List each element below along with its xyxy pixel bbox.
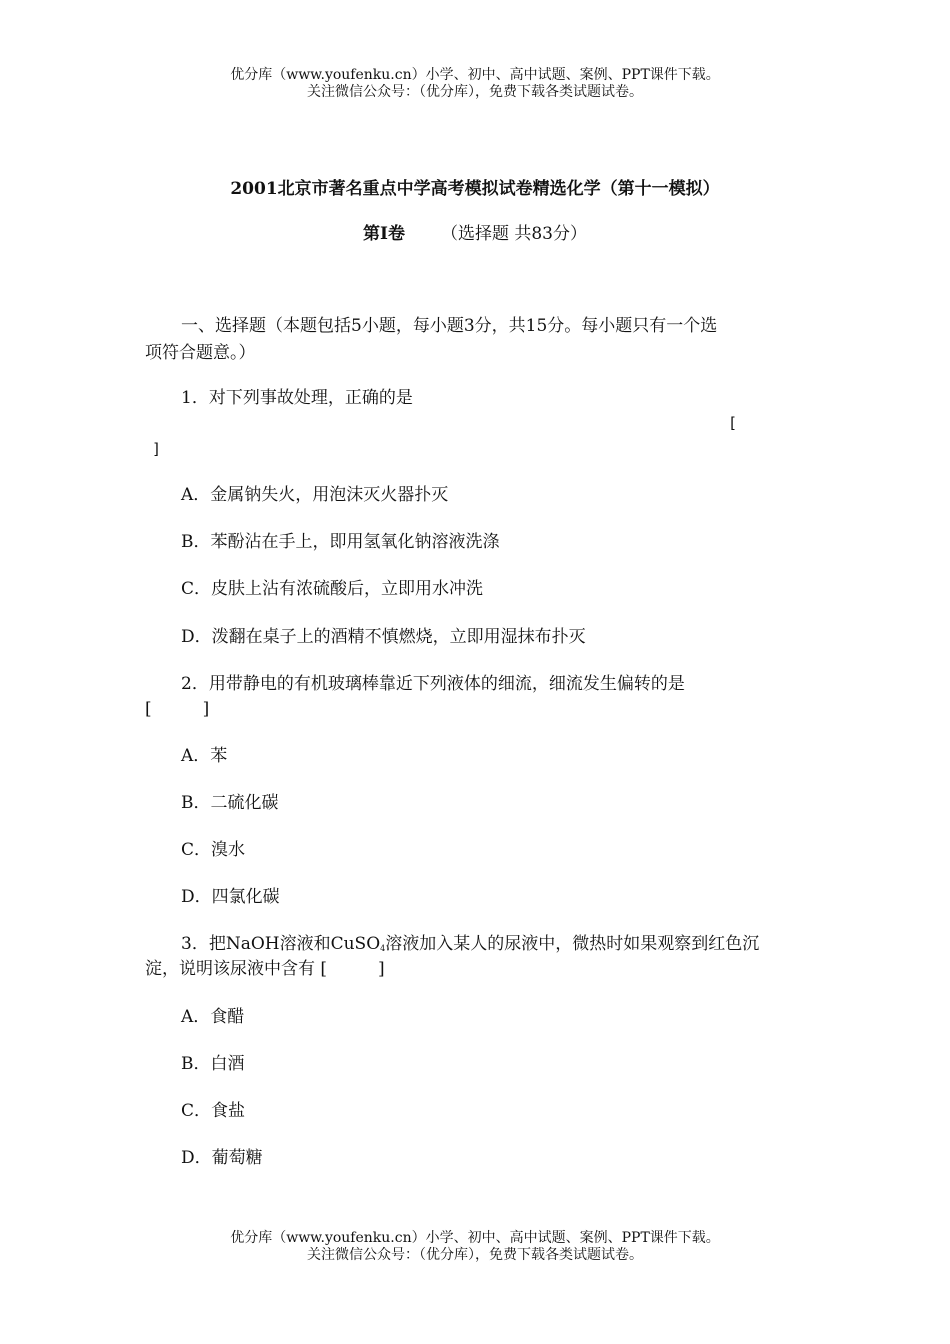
instruction-line-1: 一、选择题（本题包括5小题，每小题3分，共15分。每小题只有一个选 bbox=[181, 316, 718, 336]
footer-line-1: 优分库（www.youfenku.cn）小学、初中、高中试题、案例、PPT课件下载。 bbox=[230, 1230, 720, 1246]
question-1-option-b: B．苯酚沾在手上，即用氢氧化钠溶液洗涤 bbox=[181, 532, 500, 552]
footer-line-2: 关注微信公众号：（优分库），免费下载各类试题试卷。 bbox=[307, 1247, 643, 1263]
question-1-bracket-open: [ bbox=[728, 414, 738, 432]
question-3-option-a: A．食醋 bbox=[181, 1007, 245, 1027]
header-line-1: 优分库（www.youfenku.cn）小学、初中、高中试题、案例、PPT课件下载。 bbox=[230, 67, 720, 83]
question-2-option-b: B．二硫化碳 bbox=[181, 793, 279, 813]
instruction-line-2: 项符合题意。） bbox=[145, 343, 256, 363]
question-3-stem-line2-text: 淀，说明该尿液中含有 bbox=[145, 959, 315, 979]
question-3-stem-post: 溶液加入某人的尿液中，微热时如果观察到红色沉 bbox=[385, 934, 760, 954]
page-header bbox=[0, 67, 950, 101]
question-3-option-d: D．葡萄糖 bbox=[181, 1148, 263, 1168]
page-footer bbox=[0, 1230, 950, 1264]
question-1-option-d: D．泼翻在桌子上的酒精不慎燃烧，立即用湿抹布扑灭 bbox=[181, 627, 586, 647]
question-2-option-d: D．四氯化碳 bbox=[181, 887, 280, 907]
question-3-subscript: 4 bbox=[380, 944, 386, 953]
question-1-option-a: A．金属钠失火，用泡沫灭火器扑灭 bbox=[181, 485, 449, 505]
question-2-option-c: C．溴水 bbox=[181, 840, 246, 860]
question-1-bracket-close: ] bbox=[152, 440, 162, 458]
question-1-option-c: C．皮肤上沾有浓硫酸后，立即用水冲洗 bbox=[181, 579, 484, 599]
question-3-option-c: C．食盐 bbox=[181, 1101, 246, 1121]
question-3-option-b: B．白酒 bbox=[181, 1054, 245, 1074]
section-juan: 第Ⅰ卷 bbox=[363, 224, 405, 244]
question-2-bracket: [ ] bbox=[145, 699, 210, 719]
question-3-stem-pre: 3．把NaOH溶液和CuSO bbox=[181, 934, 381, 954]
question-3-stem-line-2 bbox=[145, 957, 385, 981]
question-2-stem: 2．用带静电的有机玻璃棒靠近下列液体的细流，细流发生偏转的是 bbox=[181, 674, 685, 694]
document-title: 2001北京市著名重点中学高考模拟试卷精选化学（第十一模拟） bbox=[230, 179, 720, 199]
header-line-2: 关注微信公众号：（优分库），免费下载各类试题试卷。 bbox=[307, 84, 643, 100]
question-1-stem: 1．对下列事故处理，正确的是 bbox=[181, 388, 413, 408]
section-info: （选择题 共83分） bbox=[440, 224, 587, 244]
section-heading bbox=[0, 219, 950, 244]
question-3-bracket: [ ] bbox=[320, 959, 385, 979]
question-2-option-a: A．苯 bbox=[181, 746, 228, 766]
